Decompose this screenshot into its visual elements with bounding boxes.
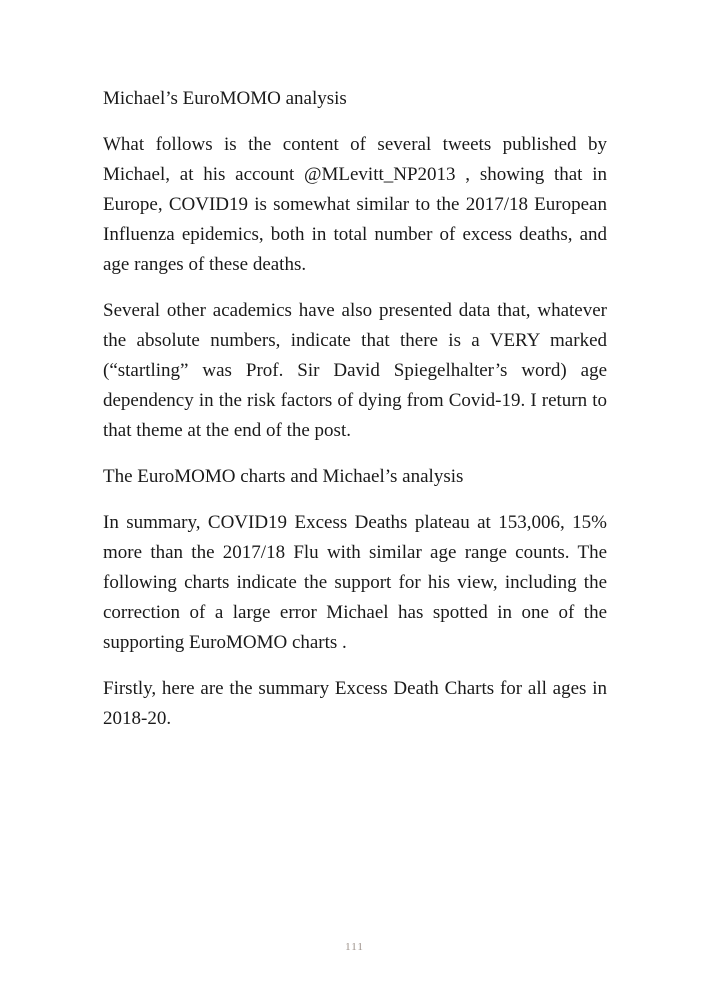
section-heading-euromomo-analysis: Michael’s EuroMOMO analysis bbox=[103, 88, 347, 109]
paragraph-tweets-intro: What follows is the content of several tweets published by Michael, at his account @MLevitt_NP2013 , showing that in Europe, COVID19 is somewhat similar to the 2017/18 European Influenza epidemics, both in total number of excess deaths, and age ranges of these deaths. bbox=[103, 134, 607, 275]
paragraph-academics: Several other academics have also presented data that, whatever the absolute numbers, indicate that there is a VERY marked (“startling” was Prof. Sir David Spiegelhalter’s word) age dependency in the risk factors of dying from Covid-19. I return to that theme at the end of the post. bbox=[103, 300, 607, 441]
page-number: 111 bbox=[345, 941, 364, 953]
paragraph-firstly: Firstly, here are the summary Excess Death Charts for all ages in 2018-20. bbox=[103, 678, 607, 729]
section-heading-charts-analysis: The EuroMOMO charts and Michael’s analysis bbox=[103, 466, 464, 487]
text-block bbox=[103, 84, 607, 750]
paragraph-summary: In summary, COVID19 Excess Deaths plateau at 153,006, 15% more than the 2017/18 Flu with similar age range counts. The following charts indicate the support for his view, including the correction of a large error Michael has spotted in one of the supporting EuroMOMO charts . bbox=[103, 512, 607, 653]
